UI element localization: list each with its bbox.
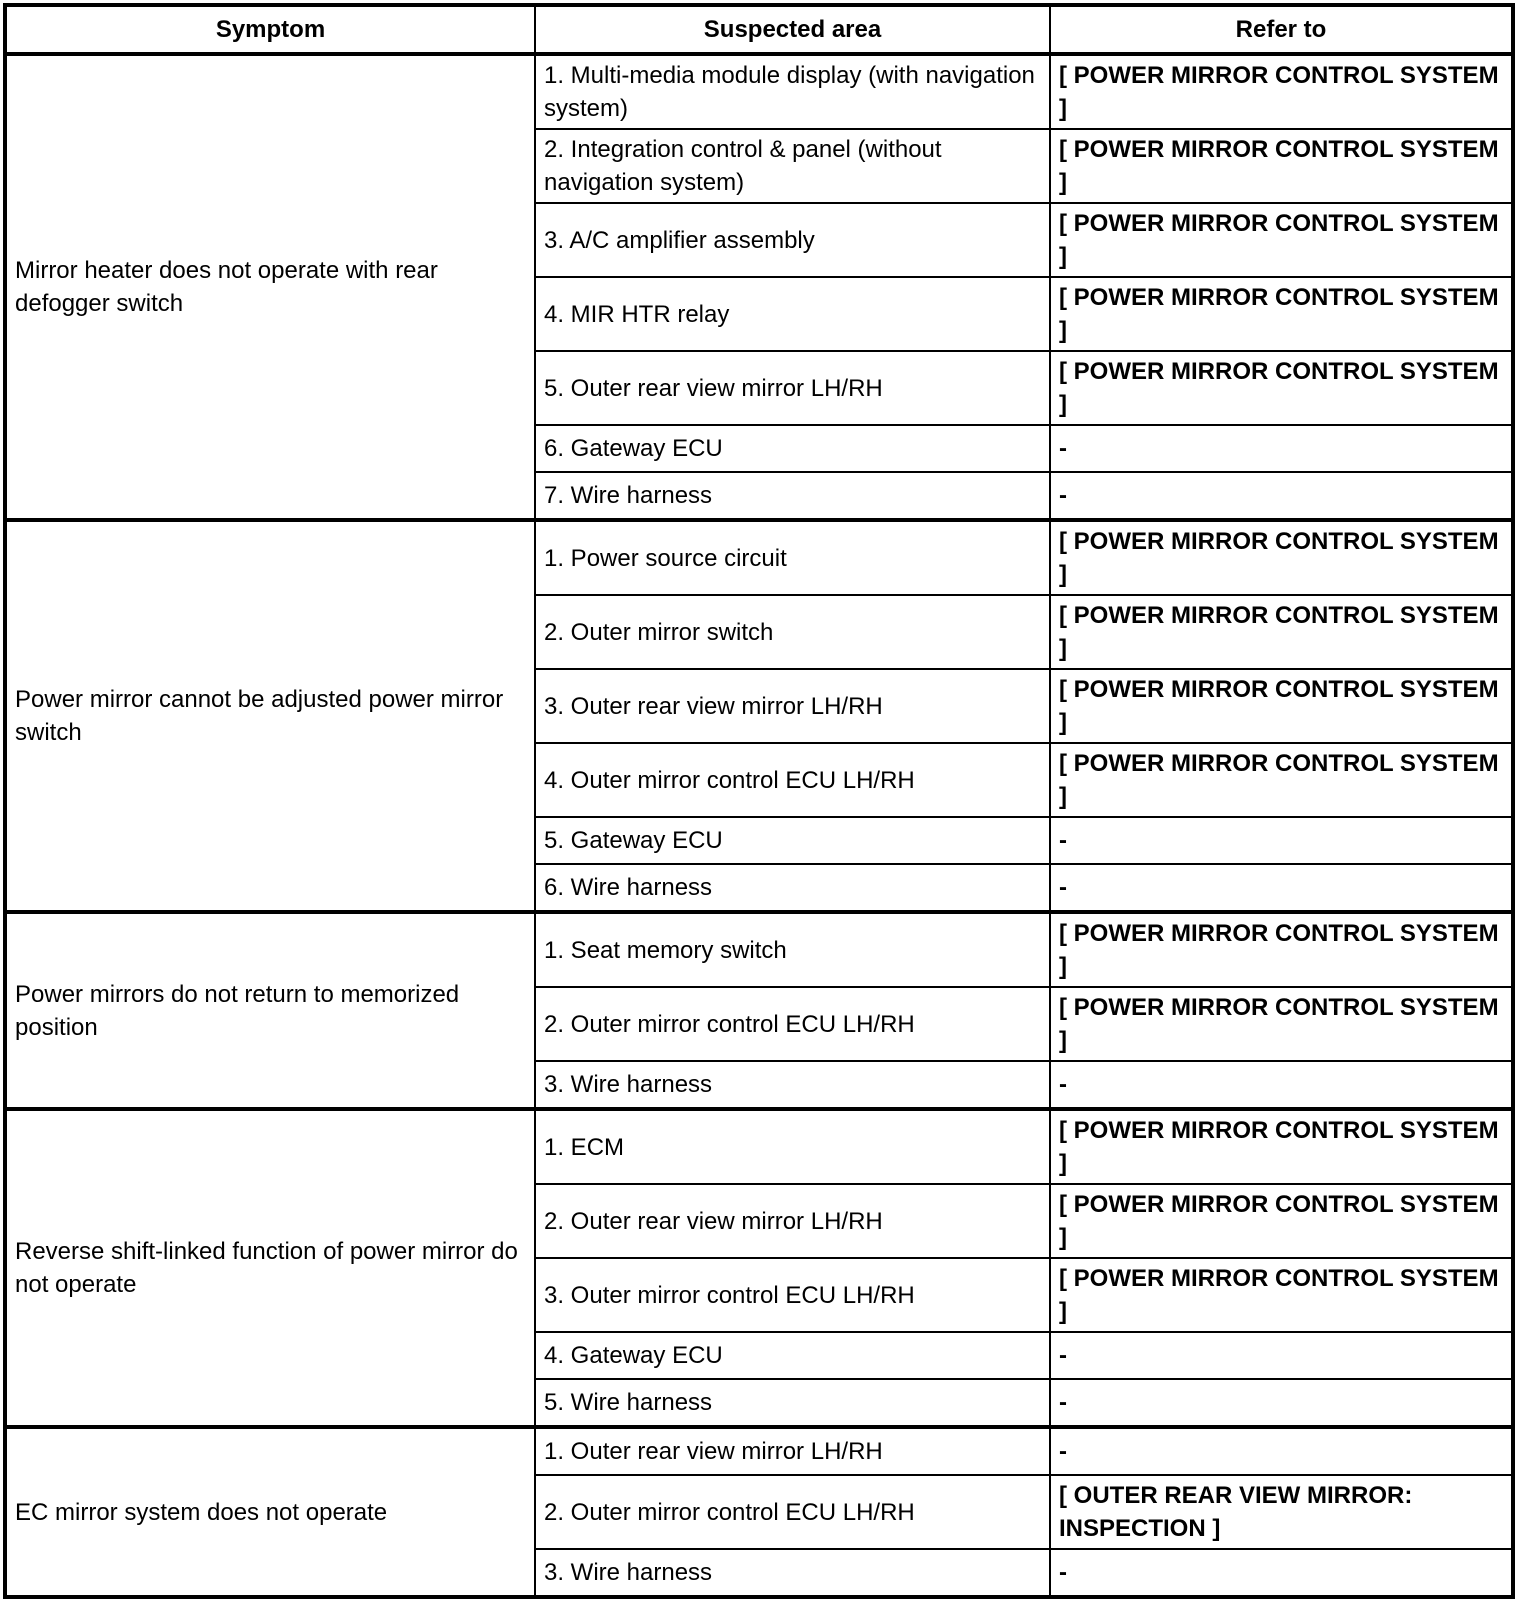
refer-to-cell: [ POWER MIRROR CONTROL SYSTEM ] xyxy=(1050,743,1513,817)
refer-to-cell: - xyxy=(1050,425,1513,472)
symptom-cell: Reverse shift-linked function of power mirror do not operate xyxy=(5,1109,535,1427)
refer-to-cell: [ POWER MIRROR CONTROL SYSTEM ] xyxy=(1050,669,1513,743)
refer-to-cell: [ POWER MIRROR CONTROL SYSTEM ] xyxy=(1050,912,1513,987)
suspected-area-cell: 3. Wire harness xyxy=(535,1549,1050,1597)
suspected-area-cell: 6. Gateway ECU xyxy=(535,425,1050,472)
suspected-area-cell: 5. Gateway ECU xyxy=(535,817,1050,864)
table-row xyxy=(5,54,1513,129)
refer-to-cell: [ OUTER REAR VIEW MIRROR: INSPECTION ] xyxy=(1050,1475,1513,1549)
suspected-area-cell: 4. MIR HTR relay xyxy=(535,277,1050,351)
suspected-area-cell: 1. Outer rear view mirror LH/RH xyxy=(535,1427,1050,1475)
suspected-area-cell: 5. Wire harness xyxy=(535,1379,1050,1427)
refer-to-cell: - xyxy=(1050,864,1513,912)
suspected-area-cell: 7. Wire harness xyxy=(535,472,1050,520)
suspected-area-cell: 1. Multi-media module display (with navigation system) xyxy=(535,54,1050,129)
symptom-cell: Mirror heater does not operate with rear defogger switch xyxy=(5,54,535,520)
suspected-area-cell: 3. Outer mirror control ECU LH/RH xyxy=(535,1258,1050,1332)
refer-to-cell: - xyxy=(1050,1427,1513,1475)
column-header-symptom: Symptom xyxy=(5,5,535,54)
refer-to-cell: [ POWER MIRROR CONTROL SYSTEM ] xyxy=(1050,54,1513,129)
refer-to-cell: - xyxy=(1050,1379,1513,1427)
suspected-area-cell: 2. Outer mirror control ECU LH/RH xyxy=(535,1475,1050,1549)
refer-to-cell: - xyxy=(1050,472,1513,520)
suspected-area-cell: 4. Outer mirror control ECU LH/RH xyxy=(535,743,1050,817)
refer-to-cell: - xyxy=(1050,1332,1513,1379)
column-header-suspected-area: Suspected area xyxy=(535,5,1050,54)
symptom-cell: Power mirror cannot be adjusted power mirror switch xyxy=(5,520,535,912)
suspected-area-cell: 2. Outer mirror switch xyxy=(535,595,1050,669)
suspected-area-cell: 3. A/C amplifier assembly xyxy=(535,203,1050,277)
refer-to-cell: [ POWER MIRROR CONTROL SYSTEM ] xyxy=(1050,987,1513,1061)
suspected-area-cell: 2. Integration control & panel (without navigation system) xyxy=(535,129,1050,203)
suspected-area-cell: 3. Wire harness xyxy=(535,1061,1050,1109)
suspected-area-cell: 2. Outer mirror control ECU LH/RH xyxy=(535,987,1050,1061)
column-header-refer-to: Refer to xyxy=(1050,5,1513,54)
suspected-area-cell: 1. Seat memory switch xyxy=(535,912,1050,987)
suspected-area-cell: 6. Wire harness xyxy=(535,864,1050,912)
suspected-area-cell: 3. Outer rear view mirror LH/RH xyxy=(535,669,1050,743)
header-row xyxy=(5,5,1513,54)
refer-to-cell: - xyxy=(1050,817,1513,864)
refer-to-cell: [ POWER MIRROR CONTROL SYSTEM ] xyxy=(1050,203,1513,277)
suspected-area-cell: 2. Outer rear view mirror LH/RH xyxy=(535,1184,1050,1258)
refer-to-cell: [ POWER MIRROR CONTROL SYSTEM ] xyxy=(1050,351,1513,425)
refer-to-cell: [ POWER MIRROR CONTROL SYSTEM ] xyxy=(1050,1184,1513,1258)
refer-to-cell: [ POWER MIRROR CONTROL SYSTEM ] xyxy=(1050,1258,1513,1332)
refer-to-cell: - xyxy=(1050,1061,1513,1109)
symptom-cell: EC mirror system does not operate xyxy=(5,1427,535,1597)
refer-to-cell: [ POWER MIRROR CONTROL SYSTEM ] xyxy=(1050,277,1513,351)
suspected-area-cell: 4. Gateway ECU xyxy=(535,1332,1050,1379)
suspected-area-cell: 1. ECM xyxy=(535,1109,1050,1184)
symptom-diagnosis-table xyxy=(3,3,1515,1599)
suspected-area-cell: 5. Outer rear view mirror LH/RH xyxy=(535,351,1050,425)
refer-to-cell: [ POWER MIRROR CONTROL SYSTEM ] xyxy=(1050,1109,1513,1184)
refer-to-cell: - xyxy=(1050,1549,1513,1597)
table-row xyxy=(5,912,1513,987)
suspected-area-cell: 1. Power source circuit xyxy=(535,520,1050,595)
symptom-cell: Power mirrors do not return to memorized position xyxy=(5,912,535,1109)
refer-to-cell: [ POWER MIRROR CONTROL SYSTEM ] xyxy=(1050,595,1513,669)
refer-to-cell: [ POWER MIRROR CONTROL SYSTEM ] xyxy=(1050,520,1513,595)
table-row xyxy=(5,1427,1513,1475)
table-row xyxy=(5,520,1513,595)
refer-to-cell: [ POWER MIRROR CONTROL SYSTEM ] xyxy=(1050,129,1513,203)
table-row xyxy=(5,1109,1513,1184)
